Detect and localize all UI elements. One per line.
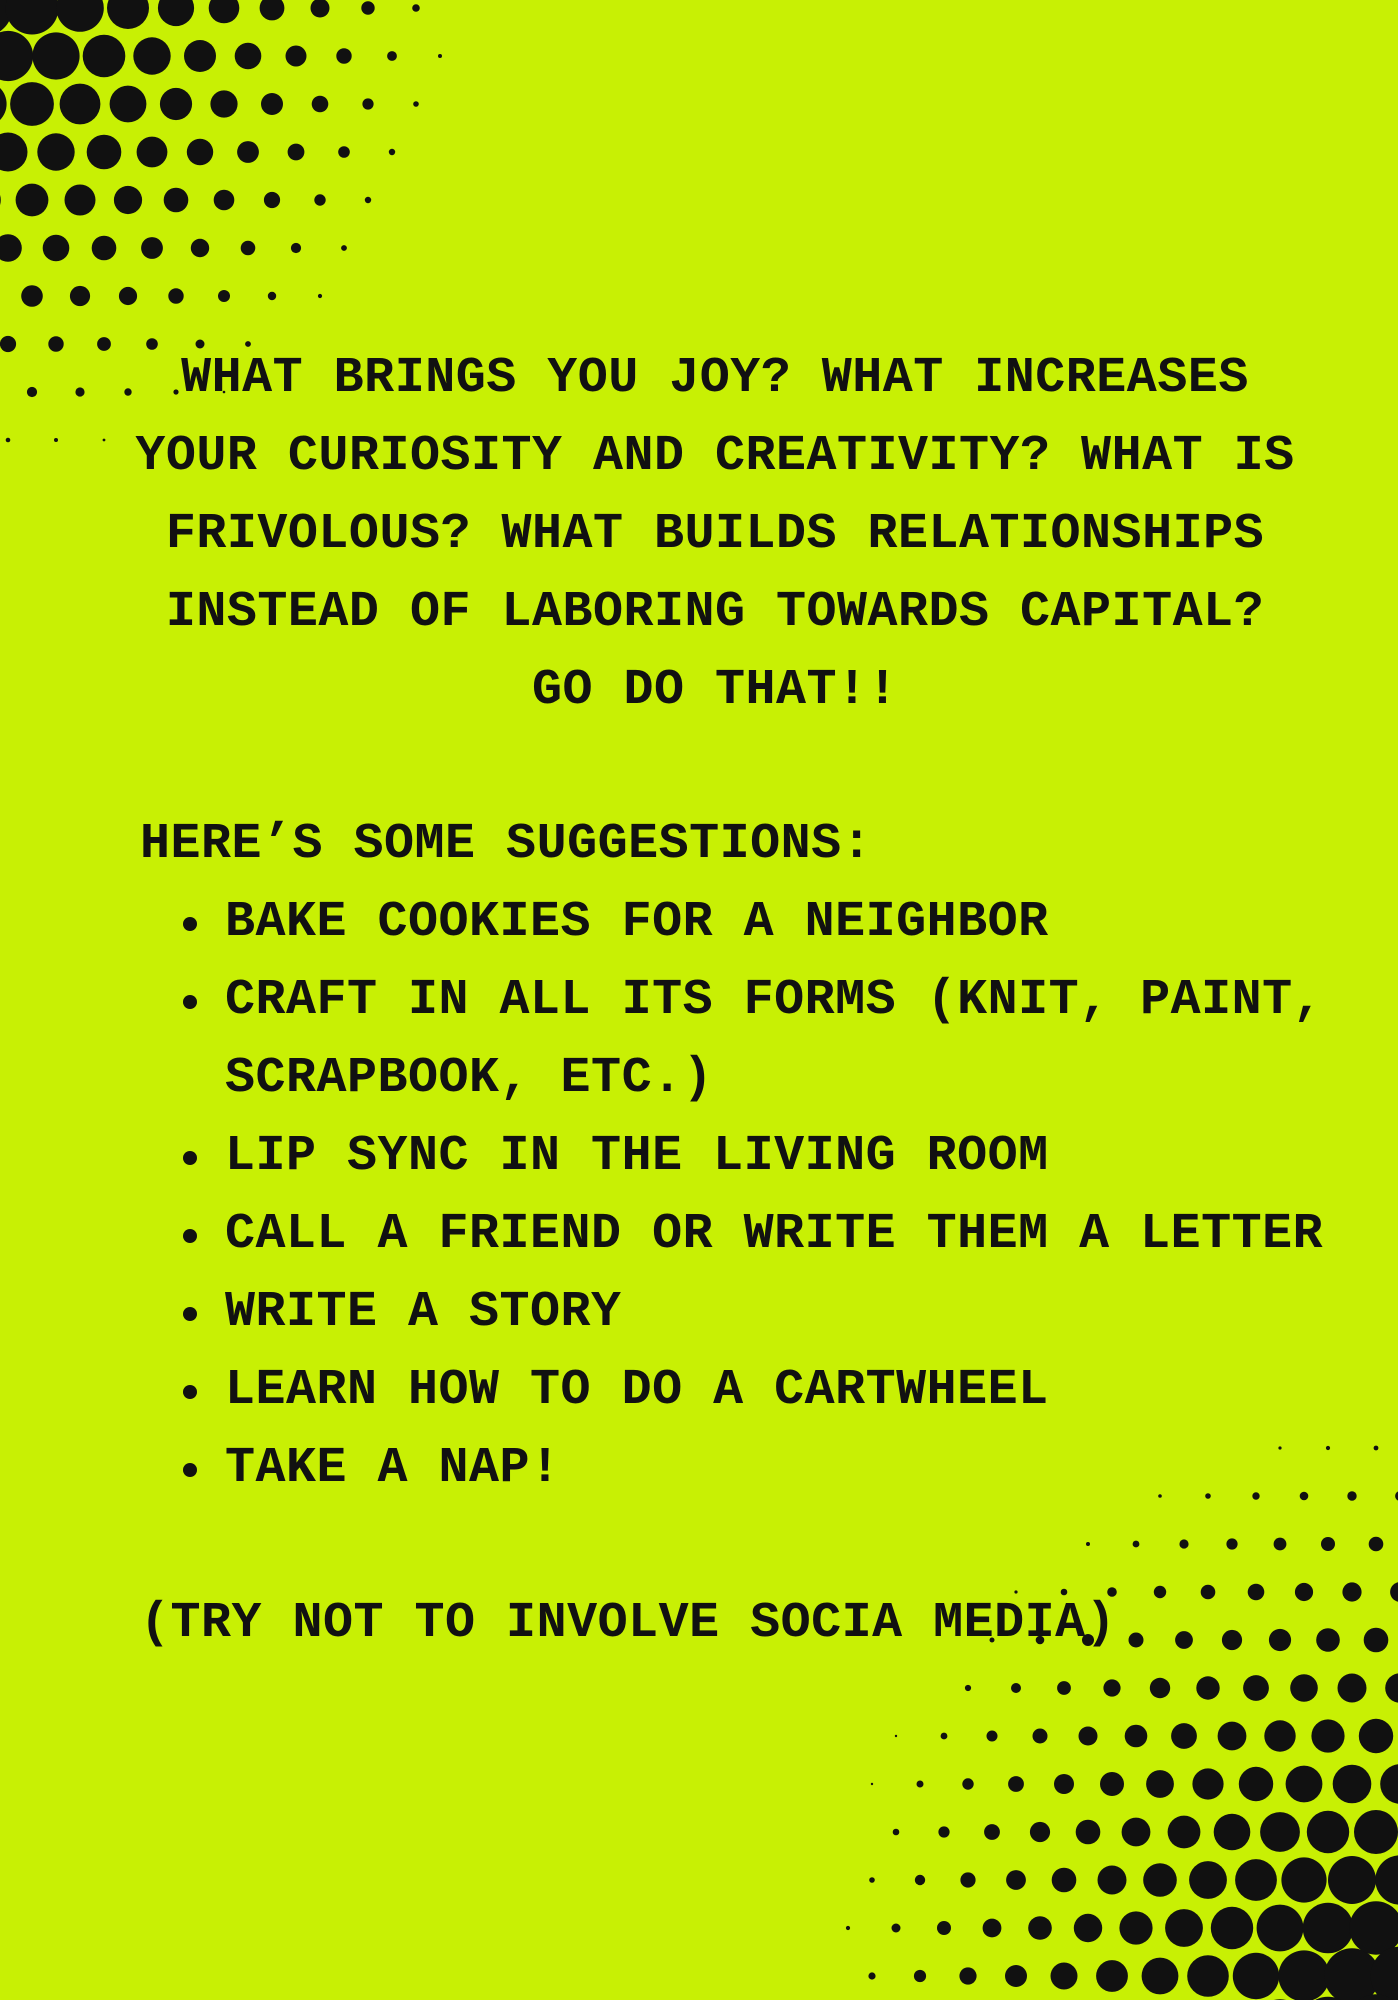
suggestion-item: CRAFT IN ALL ITS FORMS (KNIT, PAINT, SCRAPBOOK, ETC.) xyxy=(225,962,1398,1118)
suggestions-heading: HERE’S SOME SUGGESTIONS: xyxy=(140,816,873,873)
intro-line: INSTEAD OF LABORING TOWARDS CAPITAL? xyxy=(165,584,1265,641)
intro-line: WHAT BRINGS YOU JOY? WHAT INCREASES xyxy=(181,350,1249,407)
suggestions-list xyxy=(140,884,1398,1508)
intro-call-to-action: GO DO THAT!! xyxy=(531,662,899,719)
intro-questions xyxy=(120,340,1310,730)
intro-line: FRIVOLOUS? WHAT BUILDS RELATIONSHIPS xyxy=(165,506,1265,563)
suggestion-item: BAKE COOKIES FOR A NEIGHBOR xyxy=(225,884,1398,962)
suggestion-item: TAKE A NAP! xyxy=(225,1430,1398,1508)
suggestion-item: LEARN HOW TO DO A CARTWHEEL xyxy=(225,1352,1398,1430)
footer-note: (TRY NOT TO INVOLVE SOCIA MEDIA) xyxy=(140,1595,1117,1652)
suggestion-item: CALL A FRIEND OR WRITE THEM A LETTER xyxy=(225,1196,1398,1274)
intro-line: YOUR CURIOSITY AND CREATIVITY? WHAT IS xyxy=(135,428,1295,485)
suggestion-item: WRITE A STORY xyxy=(225,1274,1398,1352)
suggestion-item: LIP SYNC IN THE LIVING ROOM xyxy=(225,1118,1398,1196)
